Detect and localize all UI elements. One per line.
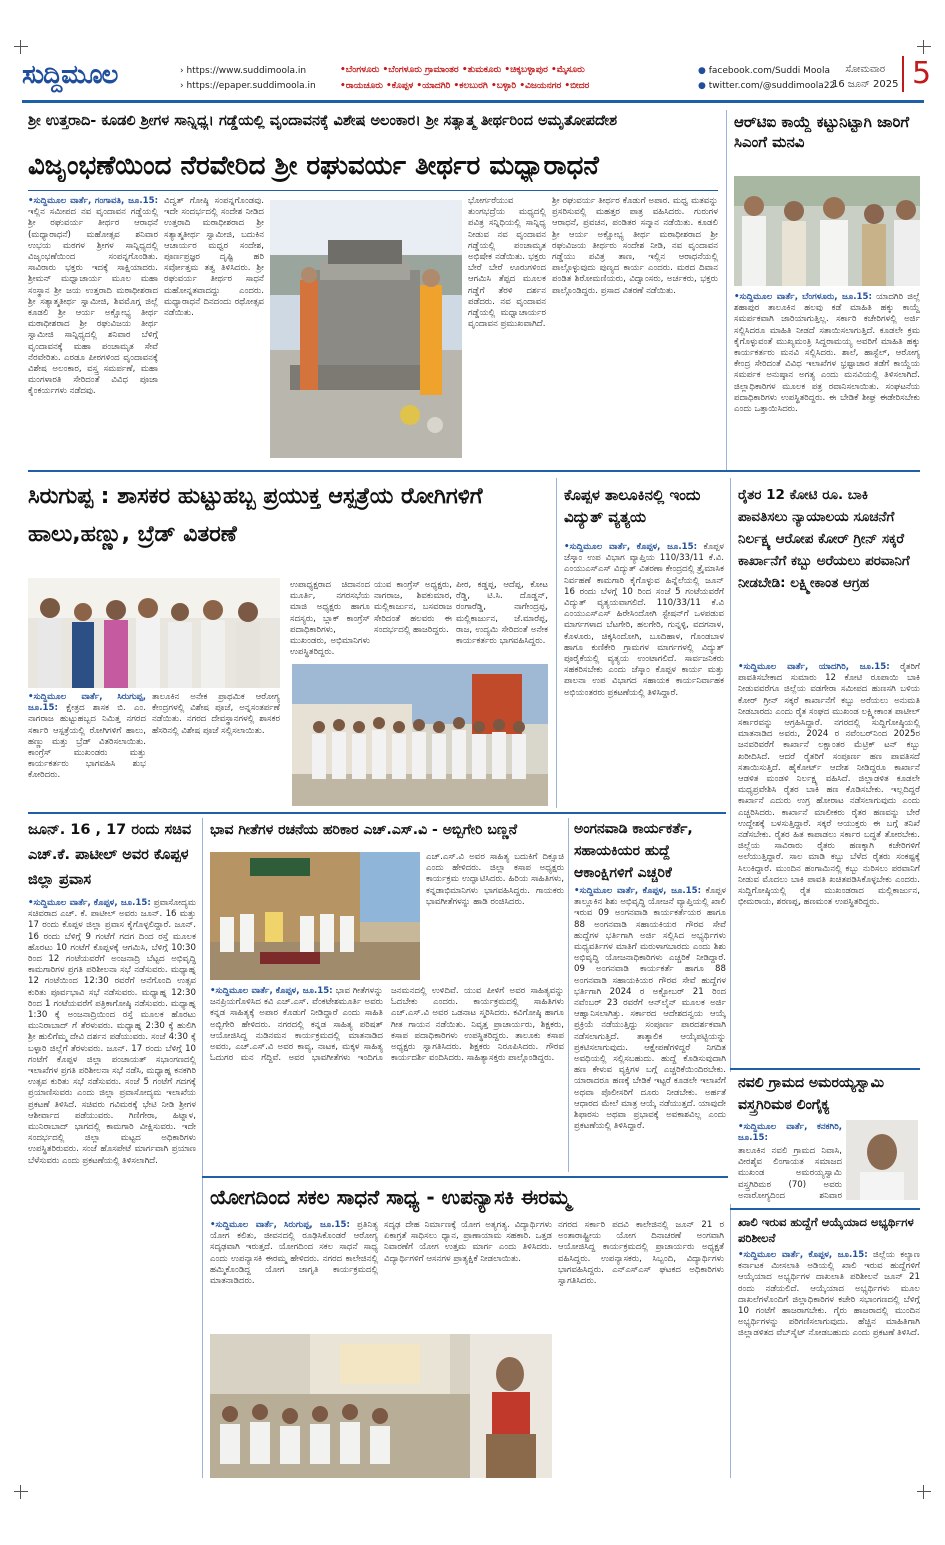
lead-headline: ವಿಜೃಂಭಣೆಯಿಂದ ನೆರವೇರಿದ ಶ್ರೀ ರಘುವರ್ಯ ತೀರ್ಥರ ಮಧ್ಯಾರಾಧನೆ	[28, 151, 599, 181]
yoga-photo	[210, 1334, 552, 1478]
anganwadi-body: •ಸುದ್ದಿಮೂಲ ವಾರ್ತೆ, ಕೊಪ್ಪಳ, ಜೂ.15: ಕೊಪ್ಪಳ ತಾಲ್ಲೂಕಿನ ಶಿಶು ಅಭಿವೃದ್ಧಿ ಯೋಜನೆ ವ್ಯಾಪ್ತಿಯಲ್ಲಿ ಖಾಲಿ ಇರುವ 09 ಅಂಗನವಾಡಿ ಕಾರ್ಯಕರ್ತೆಯರ ಹಾಗೂ 88 ಅಂಗನವಾಡಿ ಸಹಾಯಕಿಯರ ಗೌರವ ಸೇವೆ ಹುದ್ದೆಗಳ ಭರ್ತಿಗಾಗಿ ಅರ್ಜಿ ಸಲ್ಲಿಸಿದ ಅಭ್ಯರ್ಥಿಗಳು ಮಧ್ಯವರ್ತಿಗಳ ಮಾತಿಗೆ ಮರುಳಾಗಬಾರದು ಎಂದು ಶಿಶು ಅಭಿವೃದ್ಧಿ ಯೋಜನಾಧಿಕಾರಿಗಳು ಎಚ್ಚರಿಕೆ ನೀಡಿದ್ದಾರೆ. 09 ಅಂಗನವಾಡಿ ಕಾರ್ಯಕರ್ತೆ ಹಾಗೂ 88 ಅಂಗನವಾಡಿ ಸಹಾಯಕಿಯರ ಗೌರವ ಸೇವೆ ಹುದ್ದೆಗಳ ಭರ್ತಿಗಾಗಿ 2024 ರ ಅಕ್ಟೋಬರ್ 21 ರಿಂದ ನವೆಂಬರ್ 23 ರವರೆಗೆ ಆನ್‌ಲೈನ್ ಮೂಲಕ ಅರ್ಜಿ ಆಹ್ವಾನಿಸಲಾಗಿತ್ತು. ಸರ್ಕಾರದ ಆದೇಶದನ್ವಯ ಆಯ್ಕೆ ಪ್ರಕ್ರಿಯೆ ನಡೆಯುತ್ತಿದ್ದು ಸಂಪೂರ್ಣ ಪಾರದರ್ಶಕವಾಗಿ ನಡೆಸಲಾಗುತ್ತಿದೆ. ತಾತ್ಕಾಲಿಕ ಆಯ್ಕೆಪಟ್ಟಿಯನ್ನು ಪ್ರಕಟಿಸಲಾಗುವುದು. ಆಕ್ಷೇಪಣೆಗಳಿದ್ದರೆ ನಿಗದಿತ ಅವಧಿಯಲ್ಲಿ ಸಲ್ಲಿಸಬಹುದು. ಹುದ್ದೆ ಕೊಡಿಸುವುದಾಗಿ ಹಣ ಕೇಳುವ ವ್ಯಕ್ತಿಗಳ ಬಗ್ಗೆ ಎಚ್ಚರಿಕೆಯಿಂದಿರಬೇಕು. ಯಾರಾದರೂ ಹಣಕ್ಕೆ ಬೇಡಿಕೆ ಇಟ್ಟರೆ ಕೂಡಲೇ ಇಲಾಖೆಗೆ ಅಥವಾ ಪೊಲೀಸರಿಗೆ ದೂರು ನೀಡಬೇಕು. ಅರ್ಹತೆ ಆಧಾರದ ಮೇಲೆ ಮಾತ್ರ ಆಯ್ಕೆ ನಡೆಯುತ್ತದೆ. ಯಾವುದೇ ಶಿಫಾರಸು ಅಥವಾ ಪ್ರಭಾವಕ್ಕೆ ಅವಕಾಶವಿಲ್ಲ ಎಂದು ಪ್ರಕಟಣೆಯಲ್ಲಿ ತಿಳಿಸಿದ್ದಾರೆ.	[574, 886, 726, 1132]
lead-column-4: ಶ್ರೀ ರಘುವರ್ಯ ತೀರ್ಥರ ಕೊಡುಗೆ ಅಪಾರ. ಮಧ್ವ ಮತವನ್ನು ಪ್ರಸರಿಸುವಲ್ಲಿ ಮಹತ್ತರ ಪಾತ್ರ ವಹಿಸಿದರು. ಗುರುಗಳ ಆರಾಧನೆ, ಪ್ರವಚನ, ಪಂಡಿತರ ಸನ್ಮಾನ ನಡೆಯಿತು. ಕೂಡಲಿ ಶ್ರೀ ಆರ್ಯ ಅಕ್ಷೋಭ್ಯ ತೀರ್ಥ ಮಠಾಧೀಶರಾದ ಶ್ರೀ ರಘುವಿಜಯ ತೀರ್ಥರು ಸಂದೇಶ ನೀಡಿ, ನವ ವೃಂದಾವನ ಗಡ್ಡೆಯು ಪವಿತ್ರ ತಾಣ, ಇಲ್ಲಿನ ಆರಾಧನೆಯಲ್ಲಿ ಪಾಲ್ಗೊಳ್ಳುವುದು ಪುಣ್ಯದ ಕಾರ್ಯ ಎಂದರು. ಮಠದ ದಿವಾನ ಪಂಡಿತ ಶಿರೋಮಣಿಯರು, ವಿದ್ವಾಂಸರು, ಅರ್ಚಕರು, ಭಕ್ತರು ಪಾಲ್ಗೊಂಡಿದ್ದರು. ಪ್ರಸಾದ ವಿತರಣೆ ನಡೆಯಿತು.	[552, 196, 718, 296]
lead-column-1: •ಸುದ್ದಿಮೂಲ ವಾರ್ತೆ, ಗಂಗಾವತಿ, ಜೂ.15: ಇಲ್ಲಿನ ಸಮೀಪದ ನವ ವೃಂದಾವನ ಗಡ್ಡೆಯಲ್ಲಿ ಶ್ರೀ ರಘುವರ್ಯ ತೀರ್ಥರ ಆರಾಧನೆ (ಮಧ್ಯಾರಾಧನೆ) ಮಹೋತ್ಸವ ಶನಿವಾರ ಉಭಯ ಮಠಗಳ ಶ್ರೀಗಳ ಸಾನ್ನಿಧ್ಯದಲ್ಲಿ ವಿಜೃಂಭಣೆಯಿಂದ ಸಂಪನ್ನಗೊಂಡಿತು. ಸಾವಿರಾರು ಭಕ್ತರು ಇದಕ್ಕೆ ಸಾಕ್ಷಿಯಾದರು. ಶ್ರೀಮನ್ ಮಧ್ವಾಚಾರ್ಯ ಮೂಲ ಮಹಾ ಸಂಸ್ಥಾನ ಶ್ರೀ ಜಯ ಉತ್ತರಾದಿ ಮಠಾಧೀಶರಾದ ಶ್ರೀ ಸತ್ಯಾತ್ಮತೀರ್ಥ ಸ್ವಾಮೀಜಿ, ಶಿವಮೊಗ್ಗ ಜಿಲ್ಲೆ ಕೂಡಲಿ ಶ್ರೀ ಆರ್ಯ ಅಕ್ಷೋಭ್ಯ ತೀರ್ಥ ಮಠಾಧೀಶರಾದ ಶ್ರೀ ರಘುವಿಜಯ ತೀರ್ಥ ಸ್ವಾಮೀಜಿ ಸಾನ್ನಿಧ್ಯದಲ್ಲಿ ಶನಿವಾರ ಬೆಳಿಗ್ಗೆ ವೃಂದಾವನಕ್ಕೆ ಮಹಾ ಪಂಚಾಮೃತ ಸೇವೆ ನೆರವೇರಿತು. ಎರಡೂ ಪೀಠಗಳಿಂದ ವೃಂದಾವನಕ್ಕೆ ವಿಶೇಷ ಅಲಂಕಾರ, ವಸ್ತ್ರ ಸಮರ್ಪಣೆ, ಮಹಾ ಮಂಗಳಾರತಿ ಸೇರಿದಂತೆ ವಿವಿಧ ಪೂಜಾ ಕೈಂಕರ್ಯಗಳು ನಡೆದವು.	[28, 196, 158, 397]
twitter-link[interactable]: twitter.com/@suddimoola22	[708, 81, 836, 91]
vacancy-body: •ಸುದ್ದಿಮೂಲ ವಾರ್ತೆ, ಕೊಪ್ಪಳ, ಜೂ.15: ಜಿಲ್ಲೆಯ ಕಲ್ಯಾಣ ಕರ್ನಾಟಕ ಮೀಸಲಾತಿ ಅಡಿಯಲ್ಲಿ ಖಾಲಿ ಇರುವ ಹುದ್ದೆಗಳಿಗೆ ಆಯ್ಕೆಯಾದ ಅಭ್ಯರ್ಥಿಗಳ ದಾಖಲಾತಿ ಪರಿಶೀಲನೆ ಜೂನ್ 21 ರಂದು ನಡೆಯಲಿದೆ. ಆಯ್ಕೆಯಾದ ಅಭ್ಯರ್ಥಿಗಳು ಮೂಲ ದಾಖಲೆಗಳೊಂದಿಗೆ ಜಿಲ್ಲಾಧಿಕಾರಿಗಳ ಕಚೇರಿ ಸಭಾಂಗಣದಲ್ಲಿ ಬೆಳಿಗ್ಗೆ 10 ಗಂಟೆಗೆ ಹಾಜರಾಗಬೇಕು. ಗೈರು ಹಾಜರಾದಲ್ಲಿ ಮುಂದಿನ ಅಭ್ಯರ್ಥಿಗಳನ್ನು ಪರಿಗಣಿಸಲಾಗುವುದು. ಹೆಚ್ಚಿನ ಮಾಹಿತಿಗಾಗಿ ಜಿಲ್ಲಾಡಳಿತದ ವೆಬ್‌ಸೈಟ್ ನೋಡಬಹುದು ಎಂದು ಪ್ರಕಟಣೆ ತಿಳಿಸಿದೆ.	[738, 1250, 920, 1339]
siruguppa-column-1: •ಸುದ್ದಿಮೂಲ ವಾರ್ತೆ, ಸಿರುಗುಪ್ಪ, ಜೂ.15: ಕ್ಷೇತ್ರದ ಶಾಸಕ ಬಿ. ಎಂ. ನಾಗರಾಜ ಹುಟ್ಟುಹಬ್ಬದ ನಿಮಿತ್ತ ನಗರದ ಸರ್ಕಾರಿ ಆಸ್ಪತ್ರೆಯಲ್ಲಿ ರೋಗಿಗಳಿಗೆ ಹಾಲು, ಹಣ್ಣು ಮತ್ತು ಬ್ರೆಡ್ ವಿತರಿಸಲಾಯಿತು. ಕಾಂಗ್ರೆಸ್ ಮುಖಂಡರು ಮತ್ತು ಕಾರ್ಯಕರ್ತರು ಭಾಗವಹಿಸಿ ಶುಭ ಕೋರಿದರು.	[28, 692, 146, 781]
rti-photo	[734, 176, 920, 286]
crop-mark	[917, 40, 931, 54]
anganwadi-headline: ಅಂಗನವಾಡಿ ಕಾರ್ಯಕರ್ತೆ, ಸಹಾಯಕಿಯರ ಹುದ್ದೆ ಆಕಾಂಕ್ಷಿಗಳಿಗೆ ಎಚ್ಚರಿಕೆ	[574, 821, 693, 881]
siruguppa-column-4: ಯುವ ಕಾಂಗ್ರೆಸ್ ಅಧ್ಯಕ್ಷರು, ನಾಗರಾಜ, ಶಿವಕುಮಾರ, ಮಲ್ಲಿಕಾರ್ಜುನ, ಬಸವರಾಜ ಸೇರಿದಂತೆ ಹಲವರು ಈ ಸಂದರ್ಭದಲ್ಲಿ ಹಾಜರಿದ್ದರು.	[374, 580, 452, 635]
vacancy-headline: ಖಾಲಿ ಇರುವ ಹುದ್ದೆಗೆ ಆಯ್ಕೆಯಾದ ಅಭ್ಯರ್ಥಿಗಳ ಪರಿಶೀಲನೆ	[738, 1215, 914, 1245]
siruguppa-photo-group	[292, 664, 548, 806]
facebook-icon: ●	[698, 66, 706, 76]
crop-mark	[14, 1485, 28, 1499]
poet-headline: ಭಾವ ಗೀತೆಗಳ ರಚನೆಯ ಹರಿಕಾರ ಎಚ್.ಎಸ್.ವಿ - ಅಬ್ಬಿಗೇರಿ ಬಣ್ಣನೆ	[210, 822, 518, 838]
siruguppa-column-3: ಉಪಾಧ್ಯಕ್ಷರಾದ ಚಿದಾನಂದ ಮೂರ್ತಿ, ನಗರಸಭೆಯ ಮಾಜಿ ಅಧ್ಯಕ್ಷರು ಹಾಗೂ ಸದಸ್ಯರು, ಬ್ಲಾಕ್ ಕಾಂಗ್ರೆಸ್ ಪದಾಧಿಕಾರಿಗಳು, ಮುಖಂಡರು, ಅಭಿಮಾನಿಗಳು ಉಪಸ್ಥಿತರಿದ್ದರು.	[290, 580, 370, 658]
rti-body: •ಸುದ್ದಿಮೂಲ ವಾರ್ತೆ, ಬೆಂಗಳೂರು, ಜೂ.15: ಯಾದಗಿರಿ ಜಿಲ್ಲೆ ಶಹಾಪುರ ತಾಲೂಕಿನ ಹಲವು ಕಡೆ ಮಾಹಿತಿ ಹಕ್ಕು ಕಾಯ್ದೆ ಸಮರ್ಪಕವಾಗಿ ಜಾರಿಯಾಗುತ್ತಿಲ್ಲ. ಸರ್ಕಾರಿ ಕಚೇರಿಗಳಲ್ಲಿ ಅರ್ಜಿ ಸಲ್ಲಿಸಿದರೂ ಮಾಹಿತಿ ನೀಡದೆ ಸತಾಯಿಸಲಾಗುತ್ತಿದೆ. ಕೂಡಲೇ ಕ್ರಮ ಕೈಗೊಳ್ಳುವಂತೆ ಮುಖ್ಯಮಂತ್ರಿ ಸಿದ್ದರಾಮಯ್ಯ ಅವರಿಗೆ ಮಾಹಿತಿ ಹಕ್ಕು ಕಾರ್ಯಕರ್ತರು ಮನವಿ ಸಲ್ಲಿಸಿದರು. ಶಾಲೆ, ಹಾಸ್ಟೆಲ್, ಆರೋಗ್ಯ ಕೇಂದ್ರ ಸೇರಿದಂತೆ ವಿವಿಧ ಇಲಾಖೆಗಳ ಭ್ರಷ್ಟಾಚಾರ ತಡೆಗೆ ಕಾಯ್ದೆಯ ಸಮರ್ಪಕ ಅನುಷ್ಠಾನ ಅಗತ್ಯ ಎಂದು ಮನವಿಯಲ್ಲಿ ತಿಳಿಸಲಾಗಿದೆ. ಜಿಲ್ಲಾಧಿಕಾರಿಗಳ ಮೂಲಕ ಪತ್ರ ರವಾನಿಸಲಾಯಿತು. ಸಂಘಟನೆಯ ಪದಾಧಿಕಾರಿಗಳು ಉಪಸ್ಥಿತರಿದ್ದರು. ಈ ಬೇಡಿಕೆ ಶೀಘ್ರ ಈಡೇರಿಸಬೇಕು ಎಂದು ಒತ್ತಾಯಿಸಿದರು.	[734, 292, 920, 415]
epaper-link[interactable]: https://epaper.suddimoola.in	[186, 81, 316, 91]
lead-column-2: ವಿದ್ವತ್ ಗೋಷ್ಠಿ ಸಂಪನ್ನಗೊಂಡವು. ಇದೇ ಸಂದರ್ಭದಲ್ಲಿ ಸಂದೇಶ ನೀಡಿದ ಉತ್ತರಾದಿ ಮಠಾಧೀಶರಾದ ಶ್ರೀ ಸತ್ಯಾತ್ಮತೀರ್ಥ ಸ್ವಾಮೀಜಿ, ಬದುಕಿನ ಆಚಾರ್ಯರ ಮಧ್ವರ ಸಂದೇಶ, ಪೂರ್ಣಪ್ರಜ್ಞರ ದೃಷ್ಟಿ ಹರಿ ಸರ್ವೋತ್ತಮ ತತ್ವ ತಿಳಿಸಿದರು. ಶ್ರೀ ರಘುವರ್ಯ ತೀರ್ಥರ ಸಾಧನೆ ಮಹೋನ್ನತವಾದದ್ದು ಎಂದರು. ಮಧ್ಯಾರಾಧನೆ ದಿನದಂದು ರಥೋತ್ಸವ ನಡೆಯಿತು.	[164, 196, 264, 319]
siruguppa-column-2: ತಾಲೂಕಿನ ಅನೇಕ ಪ್ರಾಥಮಿಕ ಆರೋಗ್ಯ ಕೇಂದ್ರಗಳಲ್ಲಿ ವಿಶೇಷ ಪೂಜೆ, ಅನ್ನಸಂತರ್ಪಣೆ ನಡೆಯಿತು. ನಗರದ ದೇವಸ್ಥಾನಗಳಲ್ಲಿ ಶಾಸಕರ ಹೆಸರಿನಲ್ಲಿ ವಿಶೇಷ ಪೂಜೆ ಸಲ್ಲಿಸಲಾಯಿತು.	[152, 692, 280, 736]
twitter-icon: ●	[698, 81, 706, 91]
lead-photo-vrindavana	[270, 200, 462, 458]
newspaper-logo: ಸುದ್ದಿಮೂಲ	[22, 60, 118, 90]
lead-kicker: ಶ್ರೀ ಉತ್ತರಾದಿ- ಕೂಡಲಿ ಶ್ರೀಗಳ ಸಾನ್ನಿಧ್ಯ। ಗಡ್ಡೆಯಲ್ಲಿ ವೃಂದಾವನಕ್ಕೆ ವಿಶೇಷ ಅಲಂಕಾರ। ಶ್ರೀ ಸತ್ಯಾತ್ಮ ತೀರ್ಥರಿಂದ ಅಮೃತೋಪದೇಶ	[28, 113, 618, 129]
facebook-link[interactable]: facebook.com/Suddi Moola	[708, 66, 830, 76]
page-number: 5	[902, 56, 931, 92]
issue-date: ಸೋಮವಾರ 16 ಜೂನ್ 2025	[832, 64, 899, 90]
obit-portrait	[846, 1120, 918, 1200]
city-editions: •ಬೆಂಗಳೂರು •ಬೆಂಗಳೂರು ಗ್ರಾಮಾಂತರ •ತುಮಕೂರು •ಚಿಕ್ಕಬಳ್ಳಾಪುರ •ಮೈಸೂರು •ರಾಯಚೂರು •ಕೊಪ್ಪಳ •ಯಾದಗಿರಿ •ಕಲಬುರಗಿ •ಬಳ್ಳಾರಿ •ವಿಜಯನಗರ •ಬೀದರ	[340, 65, 590, 91]
obit-headline: ನವಲಿ ಗ್ರಾಮದ ಅಮರಯ್ಯಸ್ವಾಮಿ ವಸ್ತ್ರಗಿರಿಮಠ ಲಿಂಗೈಕ್ಯ	[738, 1075, 885, 1113]
poet-photo	[210, 852, 420, 980]
social-links	[698, 64, 835, 94]
power-headline: ಕೊಪ್ಪಳ ತಾಲೂಕಿನಲ್ಲಿ ಇಂದು ವಿದ್ಯುತ್ ವ್ಯತ್ಯಯ	[564, 486, 701, 526]
yoga-column-2: ಸದೃಢ ದೇಹ ನಿರ್ಮಾಣಕ್ಕೆ ಯೋಗ ಅತ್ಯಗತ್ಯ. ವಿದ್ಯಾರ್ಥಿಗಳು ಏಕಾಗ್ರತೆ ಸಾಧಿಸಲು ಧ್ಯಾನ, ಪ್ರಾಣಾಯಾಮ ಸಹಕಾರಿ. ಒತ್ತಡ ನಿವಾರಣೆಗೆ ಯೋಗ ಉತ್ತಮ ಮಾರ್ಗ ಎಂದು ತಿಳಿಸಿದರು. ವಿದ್ಯಾರ್ಥಿಗಳಿಗೆ ಆಸನಗಳ ಪ್ರಾತ್ಯಕ್ಷಿಕೆ ನೀಡಲಾಯಿತು.	[384, 1220, 552, 1264]
byline: •ಸುದ್ದಿಮೂಲ ವಾರ್ತೆ,	[28, 196, 92, 206]
website-links: › https://www.suddimoola.in › https://epaper.suddimoola.in	[180, 66, 316, 91]
poet-body: •ಸುದ್ದಿಮೂಲ ವಾರ್ತೆ, ಕೊಪ್ಪಳ, ಜೂ.15: ಭಾವ ಗೀತೆಗಳನ್ನು ಜನಪ್ರಿಯಗೊಳಿಸಿದ ಕವಿ ಎಚ್.ಎಸ್. ವೆಂಕಟೇಶಮೂರ್ತಿ ಅವರು ಕನ್ನಡ ಸಾಹಿತ್ಯಕ್ಕೆ ಅಪಾರ ಕೊಡುಗೆ ನೀಡಿದ್ದಾರೆ ಎಂದು ಸಾಹಿತಿ ಅಬ್ಬಿಗೇರಿ ಹೇಳಿದರು. ನಗರದಲ್ಲಿ ಕನ್ನಡ ಸಾಹಿತ್ಯ ಪರಿಷತ್ ಆಯೋಜಿಸಿದ್ದ ನುಡಿನಮನ ಕಾರ್ಯಕ್ರಮದಲ್ಲಿ ಮಾತನಾಡಿದ ಅವರು, ಎಚ್.ಎಸ್.ವಿ ಅವರ ಕಾವ್ಯ, ನಾಟಕ, ಮಕ್ಕಳ ಸಾಹಿತ್ಯ ಓದುಗರ ಮನ ಗೆದ್ದಿವೆ. ಅವರ ಭಾವಗೀತೆಗಳು ಇಂದಿಗೂ ಜನಮನದಲ್ಲಿ ಉಳಿದಿವೆ. ಯುವ ಪೀಳಿಗೆ ಅವರ ಸಾಹಿತ್ಯವನ್ನು ಓದಬೇಕು ಎಂದರು. ಕಾರ್ಯಕ್ರಮದಲ್ಲಿ ಸಾಹಿತಿಗಳು ಎಚ್.ಎಸ್.ವಿ ಅವರ ಒಡನಾಟ ಸ್ಮರಿಸಿದರು. ಕವಿಗೋಷ್ಠಿ ಹಾಗೂ ಗೀತ ಗಾಯನ ನಡೆಯಿತು. ನಿವೃತ್ತ ಪ್ರಾಚಾರ್ಯರು, ಶಿಕ್ಷಕರು, ಕಸಾಪ ಪದಾಧಿಕಾರಿಗಳು ಉಪಸ್ಥಿತರಿದ್ದರು. ತಾಲೂಕು ಕಸಾಪ ಅಧ್ಯಕ್ಷರು ಸ್ವಾಗತಿಸಿದರು. ಶಿಕ್ಷಕರು ನಿರೂಪಿಸಿದರು. ಗೌರವ ಕಾರ್ಯದರ್ಶಿ ವಂದಿಸಿದರು. ಸಾಹಿತ್ಯಾಸಕ್ತರು ಪಾಲ್ಗೊಂಡಿದ್ದರು.	[210, 986, 564, 1064]
crop-mark	[917, 1485, 931, 1499]
siruguppa-headline: ಸಿರುಗುಪ್ಪ : ಶಾಸಕರ ಹುಟ್ಟುಹಬ್ಬ ಪ್ರಯುಕ್ತ ಆಸ್ಪತ್ರೆಯ ರೋಗಿಗಳಿಗೆ ಹಾಲು,ಹಣ್ಣು, ಬ್ರೆಡ್ ವಿತರಣೆ	[28, 484, 483, 547]
lead-column-3: ಭೋರ್ಗರೆಯುವ ತುಂಗಭದ್ರೆಯ ಮಧ್ಯದಲ್ಲಿ ಪವಿತ್ರ ಸನ್ನಿಧಿಯಲ್ಲಿ ಸಾನ್ನಿಧ್ಯ ನೀಡುವ ನವ ವೃಂದಾವನ ಗಡ್ಡೆಯಲ್ಲಿ ಪಂಚಾಮೃತ ಅಭಿಷೇಕ ನಡೆಯಿತು. ಭಕ್ತರು ಬೇರೆ ಬೇರೆ ಊರುಗಳಿಂದ ಆಗಮಿಸಿ ತೆಪ್ಪದ ಮೂಲಕ ಗಡ್ಡೆಗೆ ತೆರಳಿ ದರ್ಶನ ಪಡೆದರು. ನವ ವೃಂದಾವನ ಗಡ್ಡೆಯಲ್ಲಿ ಮಧ್ವಾಚಾರ್ಯರ ವೃಂದಾವನ ಪ್ರಮುಖವಾಗಿದೆ.	[468, 196, 546, 330]
sugar-headline: ರೈತರ 12 ಕೋಟಿ ರೂ. ಬಾಕಿ ಪಾವತಿಸಲು ನ್ಯಾಯಾಲಯ ಸೂಚನೆಗೆ ನಿರ್ಲಕ್ಷ್ಯ ಆರೋಪ ಕೋರ್ ಗ್ರೀನ್ ಸಕ್ಕರೆ ಕಾರ್ಖಾನೆಗೆ ಕಬ್ಬು ಅರೆಯಲು ಪರವಾನಿಗೆ ನೀಡಬೇಡಿ: ಲಕ್ಷ್ಮೀಕಾಂತ ಆಗ್ರಹ	[738, 487, 910, 591]
rti-headline: ಆರ್‌ಟಿಐ ಕಾಯ್ದೆ ಕಟ್ಟುನಿಟ್ಟಾಗಿ ಜಾರಿಗೆ ಸಿಎಂಗೆ ಮನವಿ	[734, 113, 910, 151]
yoga-headline: ಯೋಗದಿಂದ ಸಕಲ ಸಾಧನೆ ಸಾಧ್ಯ - ಉಪನ್ಯಾಸಕಿ ಈರಮ್ಮ	[210, 1185, 571, 1209]
yoga-column-1: •ಸುದ್ದಿಮೂಲ ವಾರ್ತೆ, ಸಿರುಗುಪ್ಪ, ಜೂ.15: ಪ್ರತಿನಿತ್ಯ ಯೋಗ ಕಲಿತು, ಜೀವನದಲ್ಲಿ ರೂಢಿಸಿಕೊಂಡರೆ ಆರೋಗ್ಯ ಸದೃಢವಾಗಿ ಇರುತ್ತದೆ. ಯೋಗದಿಂದ ಸಕಲ ಸಾಧನೆ ಸಾಧ್ಯ ಎಂದು ಉಪನ್ಯಾಸಕಿ ಈರಮ್ಮ ಹೇಳಿದರು. ನಗರದ ಕಾಲೇಜಿನಲ್ಲಿ ಹಮ್ಮಿಕೊಂಡಿದ್ದ ಯೋಗ ಜಾಗೃತಿ ಕಾರ್ಯಕ್ರಮದಲ್ಲಿ ಮಾತನಾಡಿದರು.	[210, 1220, 378, 1287]
siruguppa-column-5: ಪೀರ, ಕಡ್ಡಪ್ಪ, ಆದೆಪ್ಪ, ಕೋಟ ರೆಡ್ಡಿ, ಟಿ.ಸಿ. ದೊಡ್ಡನ್, ರಂಗಾರೆಡ್ಡಿ, ನಾಗೇಂದ್ರಪ್ಪ, ಮಲ್ಲಿಕಾರ್ಜುನ, ಜೆ.ಮಾರೆಪ್ಪ, ರಾಜ, ಉದ್ಯಮಿ ಸೇರಿದಂತೆ ಅನೇಕ ಕಾರ್ಯಕರ್ತರು ಭಾಗವಹಿಸಿದ್ದರು.	[456, 580, 548, 647]
obit-body-top: •ಸುದ್ದಿಮೂಲ ವಾರ್ತೆ, ಕನಕಗಿರಿ, ಜೂ.15:	[738, 1122, 842, 1144]
poet-side-column: ಎಚ್.ಎಸ್.ವಿ ಅವರ ಸಾಹಿತ್ಯ ಬದುಕಿಗೆ ದಿಕ್ಸೂಚಿ ಎಂದು ಹೇಳಿದರು. ಜಿಲ್ಲಾ ಕಸಾಪ ಅಧ್ಯಕ್ಷರು ಕಾರ್ಯಕ್ರಮ ಉದ್ಘಾಟಿಸಿದರು. ಹಿರಿಯ ಸಾಹಿತಿಗಳು, ಕನ್ನಡಾಭಿಮಾನಿಗಳು ಭಾಗವಹಿಸಿದ್ದರು. ಗಾಯಕರು ಭಾವಗೀತೆಗಳನ್ನು ಹಾಡಿ ರಂಜಿಸಿದರು.	[426, 852, 564, 907]
minister-headline: ಜೂನ್. 16 , 17 ರಂದು ಸಚಿವ ಎಚ್.ಕೆ. ಪಾಟೀಲ್ ಅವರ ಕೊಪ್ಪಳ ಜಿಲ್ಲಾ ಪ್ರವಾಸ	[28, 822, 192, 888]
power-body: •ಸುದ್ದಿಮೂಲ ವಾರ್ತೆ, ಕೊಪ್ಪಳ, ಜೂ.15: ಕೊಪ್ಪಳ ಜೆಸ್ಕಾಂ ಉಪ ವಿಭಾಗ ವ್ಯಾಪ್ತಿಯ 110/33/11 ಕೆ.ವಿ. ಎಂಯುಎಸ್‌ಎಸ್ ವಿದ್ಯುತ್ ವಿತರಣಾ ಕೇಂದ್ರದಲ್ಲಿ ತ್ರೈಮಾಸಿಕ ನಿರ್ವಹಣೆ ಕಾಮಗಾರಿ ಕೈಗೊಳ್ಳುವ ಹಿನ್ನೆಲೆಯಲ್ಲಿ ಜೂನ್ 16 ರಂದು ಬೆಳಗ್ಗೆ 10 ರಿಂದ ಸಂಜೆ 5 ಗಂಟೆಯವರೆಗೆ ವಿದ್ಯುತ್ ವ್ಯತ್ಯಯವಾಗಲಿದೆ. 110/33/11 ಕೆ.ವಿ ಎಂಯುಎಸ್ಎಸ್ ಹಿರೇಸಿಂದೋಗಿ ಸ್ಟೇಷನ್‌ಗೆ ಒಳಪಡುವ ಮಾರ್ಗಗಳಾದ ಬೆಟಗೇರಿ, ಹಲಗೇರಿ, ಗುನ್ನಳ್ಳಿ, ವದಗನಾಳ, ಕೊಳೂರು, ಚಿಕ್ಕಸಿಂದೋಗಿ, ಬೂದಿಹಾಳ, ಗೊಂಡಬಾಳ ಹಾಗೂ ಕುಣಿಕೇರಿ ಗ್ರಾಮಗಳ ಮಾರ್ಗಗಳಲ್ಲಿ ವಿದ್ಯುತ್ ಪೂರೈಕೆಯಲ್ಲಿ ವ್ಯತ್ಯಯ ಉಂಟಾಗಲಿದೆ. ಸಾರ್ವಜನಿಕರು ಸಹಕರಿಸಬೇಕು ಎಂದು ಜೆಸ್ಕಾಂ ಕೊಪ್ಪಳ ಕಾರ್ಯ ಮತ್ತು ಪಾಲನಾ ಉಪ ವಿಭಾಗದ ಸಹಾಯಕ ಕಾರ್ಯನಿರ್ವಾಹಕ ಅಭಿಯಂತರರು ಪ್ರಕಟಣೆಯಲ್ಲಿ ತಿಳಿಸಿದ್ದಾರೆ.	[564, 542, 724, 698]
siruguppa-photo-hospital	[28, 578, 280, 688]
obit-body: ತಾಲೂಕಿನ ನವಲಿ ಗ್ರಾಮದ ನಿವಾಸಿ, ವೀರಶೈವ ಲಿಂಗಾಯತ ಸಮಾಜದ ಮುಖಂಡ ಅಮರಯ್ಯಸ್ವಾಮಿ ವಸ್ತ್ರಗಿರಿಮಠ (70) ಅವರು ಅನಾರೋಗ್ಯದಿಂದ ಶನಿವಾರ	[738, 1146, 842, 1201]
crop-mark	[14, 40, 28, 54]
masthead	[22, 56, 932, 103]
yoga-column-3: ನಗರದ ಸರ್ಕಾರಿ ಪದವಿ ಕಾಲೇಜಿನಲ್ಲಿ ಜೂನ್ 21 ರ ಅಂತಾರಾಷ್ಟ್ರೀಯ ಯೋಗ ದಿನಾಚರಣೆ ಅಂಗವಾಗಿ ಆಯೋಜಿಸಿದ್ದ ಕಾರ್ಯಕ್ರಮದಲ್ಲಿ ಪ್ರಾಚಾರ್ಯರು ಅಧ್ಯಕ್ಷತೆ ವಹಿಸಿದ್ದರು. ಉಪನ್ಯಾಸಕರು, ಸಿಬ್ಬಂದಿ, ವಿದ್ಯಾರ್ಥಿಗಳು ಭಾಗವಹಿಸಿದ್ದರು. ಎನ್‌ಎಸ್‌ಎಸ್ ಘಟಕದ ಅಧಿಕಾರಿಗಳು ಸ್ವಾಗತಿಸಿದರು.	[558, 1220, 724, 1287]
minister-body: •ಸುದ್ದಿಮೂಲ ವಾರ್ತೆ, ಕೊಪ್ಪಳ, ಜೂ.15: ಪ್ರವಾಸೋದ್ಯಮ ಸಚಿವರಾದ ಎಚ್. ಕೆ. ಪಾಟೀಲ್ ಅವರು ಜೂನ್. 16 ಮತ್ತು 17 ರಂದು ಕೊಪ್ಪಳ ಜಿಲ್ಲಾ ಪ್ರವಾಸ ಕೈಗೊಳ್ಳಲಿದ್ದಾರೆ. ಜೂನ್. 16 ರಂದು ಬೆಳಿಗ್ಗೆ 9 ಗಂಟೆಗೆ ಗದಗ ದಿಂದ ರಸ್ತೆ ಮೂಲಕ ಹೊರಟು 10 ಗಂಟೆಗೆ ಕೊಪ್ಪಳಕ್ಕೆ ಆಗಮಿಸಿ, ಬೆಳಿಗ್ಗೆ 10:30 ರಿಂದ 12 ಗಂಟೆಯವರೆಗೆ ಅಂಜನಾದ್ರಿ ಬೆಟ್ಟದ ಅಭಿವೃದ್ಧಿ ಕಾಮಗಾರಿಗಳ ಪ್ರಗತಿ ಪರಿಶೀಲನಾ ಸಭೆ ನಡೆಸುವರು. ಮಧ್ಯಾಹ್ನ 12 ಗಂಟೆಯಿಂದ 12:30 ರವರೆಗೆ ಆನೆಗೊಂದಿ ಉತ್ಸವ ಕುರಿತು ಪೂರ್ವಭಾವಿ ಸಭೆ ನಡೆಸುವರು. ಮಧ್ಯಾಹ್ನ 12:30 ರಿಂದ 1 ಗಂಟೆಯವರೆಗೆ ಪತ್ರಿಕಾಗೋಷ್ಠಿ ನಡೆಸುವರು. ಮಧ್ಯಾಹ್ನ 1:30 ಕ್ಕೆ ಅಂಜನಾದ್ರಿಯಿಂದ ರಸ್ತೆ ಮೂಲಕ ಹೊರಟು ಮುನಿರಾಬಾದ್ ಗೆ ತೆರಳುವರು. ಮಧ್ಯಾಹ್ನ 2:30 ಕ್ಕೆ ಹುಲಿಗಿ ಶ್ರೀ ಹುಲಿಗೆಮ್ಮ ದೇವಿ ದರ್ಶನ ಪಡೆಯುವರು. ಸಂಜೆ 4:30 ಕ್ಕೆ ಬಳ್ಳಾರಿ ಜಿಲ್ಲೆಗೆ ತೆರಳುವರು. ಜೂನ್. 17 ರಂದು ಬೆಳಿಗ್ಗೆ 10 ಗಂಟೆಗೆ ಕೊಪ್ಪಳ ಜಿಲ್ಲಾ ಪಂಚಾಯತ್ ಸಭಾಂಗಣದಲ್ಲಿ ಇಲಾಖೆಗಳ ಪ್ರಗತಿ ಪರಿಶೀಲನಾ ಸಭೆ ನಡೆಸಿ, ಮಧ್ಯಾಹ್ನ ಕನಕಗಿರಿ ಉತ್ಸವ ಕುರಿತು ಸಭೆ ನಡೆಸುವರು. ಸಂಜೆ 5 ಗಂಟೆಗೆ ಗದಗಕ್ಕೆ ಪ್ರಯಾಣಿಸುವರು ಎಂದು ಜಿಲ್ಲಾ ಪ್ರವಾಸೋದ್ಯಮ ಇಲಾಖೆಯ ಪ್ರಕಟಣೆ ತಿಳಿಸಿದೆ. ಸಚಿವರು ಗವಿಮಠಕ್ಕೆ ಭೇಟಿ ನೀಡಿ ಶ್ರೀಗಳ ಆಶೀರ್ವಾದ ಪಡೆಯುವರು. ಗಿಣಿಗೇರಾ, ಹಿಟ್ನಾಳ, ಮುನಿರಾಬಾದ್ ಭಾಗದಲ್ಲಿ ಕಾಮಗಾರಿ ವೀಕ್ಷಿಸುವರು. ಇದೇ ಸಂದರ್ಭದಲ್ಲಿ ಜಿಲ್ಲಾ ಮಟ್ಟದ ಅಧಿಕಾರಿಗಳು ಉಪಸ್ಥಿತರಿರುವರು. ಸಂಜೆ ಹೊಸಪೇಟೆ ಮಾರ್ಗವಾಗಿ ಪ್ರಯಾಣ ಬೆಳೆಸುವರು ಎಂದು ಪ್ರಕಟಣೆಯಲ್ಲಿ ತಿಳಿಸಲಾಗಿದೆ.	[28, 898, 196, 1166]
site-link[interactable]: https://www.suddimoola.in	[186, 66, 307, 76]
sugar-body: •ಸುದ್ದಿಮೂಲ ವಾರ್ತೆ, ಯಾದಗಿರಿ, ಜೂ.15: ರೈತರಿಗೆ ಪಾವತಿಸಬೇಕಾದ ಸುಮಾರು 12 ಕೋಟಿ ರೂಪಾಯಿ ಬಾಕಿ ನೀಡುವವರೆಗೂ ಜಿಲ್ಲೆಯ ವಡಗೇರಾ ಸಮೀಪದ ಹುಣಸಗಿ ಬಳಿಯ ಕೋರ್ ಗ್ರೀನ್ ಸಕ್ಕರೆ ಕಾರ್ಖಾನೆಗೆ ಕಬ್ಬು ಅರೆಯಲು ಅನುಮತಿ ನೀಡಬಾರದು ಎಂದು ರೈತ ಸಂಘದ ಮುಖಂಡ ಲಕ್ಷ್ಮೀಕಾಂತ ಪಾಟೀಲ್ ಸರ್ಕಾರವನ್ನು ಆಗ್ರಹಿಸಿದ್ದಾರೆ. ನಗರದಲ್ಲಿ ಸುದ್ದಿಗೋಷ್ಠಿಯಲ್ಲಿ ಮಾತನಾಡಿದ ಅವರು, 2024 ರ ನವೆಂಬರ್‌ನಿಂದ 2025ರ ಜನವರಿವರೆಗೆ ಕಾರ್ಖಾನೆ ಲಕ್ಷಾಂತರ ಮೆಟ್ರಿಕ್ ಟನ್ ಕಬ್ಬು ಖರೀದಿಸಿದೆ. ಆದರೆ ರೈತರಿಗೆ ಸಂಪೂರ್ಣ ಹಣ ಪಾವತಿಸದೆ ಸತಾಯಿಸುತ್ತಿದೆ. ಹೈಕೋರ್ಟ್ ಆದೇಶ ನೀಡಿದ್ದರೂ ಕಾರ್ಖಾನೆ ಆಡಳಿತ ಮಂಡಳಿ ನಿರ್ಲಕ್ಷ್ಯ ವಹಿಸಿದೆ. ಜಿಲ್ಲಾಡಳಿತ ಕೂಡಲೇ ಮಧ್ಯಪ್ರವೇಶಿಸಿ ರೈತರ ಬಾಕಿ ಹಣ ಕೊಡಿಸಬೇಕು. ಇಲ್ಲದಿದ್ದರೆ ಕಾರ್ಖಾನೆ ಎದುರು ಉಗ್ರ ಹೋರಾಟ ನಡೆಸಲಾಗುವುದು ಎಂದು ಎಚ್ಚರಿಸಿದರು. ಕಾರ್ಖಾನೆ ಮಾಲೀಕರು ರೈತರ ಹಣವನ್ನು ಬೇರೆ ಉದ್ದೇಶಕ್ಕೆ ಬಳಸುತ್ತಿದ್ದಾರೆ. ಸಕ್ಕರೆ ಆಯುಕ್ತರು ಈ ಬಗ್ಗೆ ತನಿಖೆ ನಡೆಸಬೇಕು. ರೈತರ ಹಿತ ಕಾಪಾಡಲು ಸರ್ಕಾರ ಬದ್ಧತೆ ತೋರಬೇಕು. ಜಿಲ್ಲೆಯ ಸಾವಿರಾರು ರೈತರು ಹಣಕ್ಕಾಗಿ ಕಚೇರಿಗಳಿಗೆ ಅಲೆಯುತ್ತಿದ್ದಾರೆ. ಸಾಲ ಮಾಡಿ ಕಬ್ಬು ಬೆಳೆದ ರೈತರು ಸಂಕಷ್ಟಕ್ಕೆ ಸಿಲುಕಿದ್ದಾರೆ. ಮುಂದಿನ ಹಂಗಾಮಿನಲ್ಲಿ ಕಬ್ಬು ನುರಿಸಲು ಪರವಾನಿಗೆ ನೀಡುವ ಮೊದಲು ಬಾಕಿ ಪಾವತಿ ಖಚಿತಪಡಿಸಿಕೊಳ್ಳಬೇಕು ಎಂದರು. ಸುದ್ದಿಗೋಷ್ಠಿಯಲ್ಲಿ ರೈತ ಮುಖಂಡರಾದ ಮಲ್ಲಿಕಾರ್ಜುನ, ಭೀಮರಾಯ, ಶರಣಪ್ಪ, ಹಣಮಂತ ಉಪಸ್ಥಿತರಿದ್ದರು.	[738, 662, 920, 908]
